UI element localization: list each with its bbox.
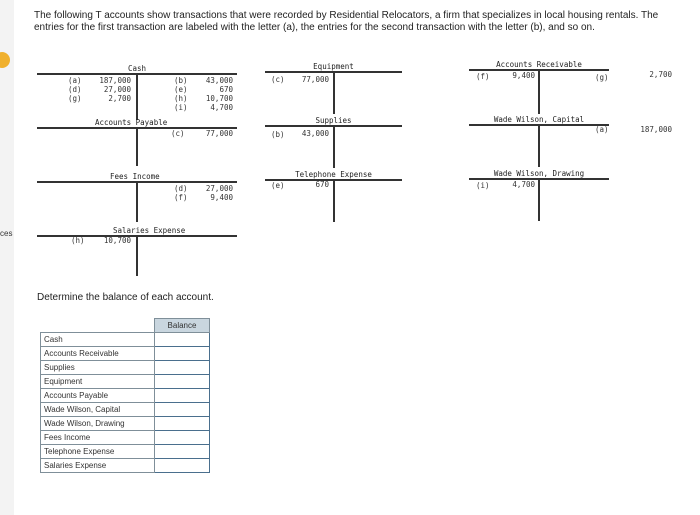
credit-label: (d) <box>174 184 188 193</box>
balance-cell <box>155 431 210 445</box>
balance-column-header: Balance <box>155 319 210 333</box>
balance-row <box>41 347 210 361</box>
balance-input[interactable] <box>155 446 209 457</box>
credit-amount: 670 <box>219 85 233 94</box>
account-name: Supplies <box>41 361 155 375</box>
account-name: Salaries Expense <box>41 459 155 473</box>
credit-label: (a) <box>595 125 609 134</box>
t-account-drawing <box>469 169 609 221</box>
balance-input[interactable] <box>155 404 209 415</box>
credit-amount: 9,400 <box>210 193 233 202</box>
account-name: Wade Wilson, Capital <box>41 403 155 417</box>
t-account-salaries-expense <box>37 226 237 276</box>
credit-label: (c) <box>171 129 185 138</box>
t-account-vline <box>538 178 540 221</box>
t-account-title: Cash <box>127 64 147 73</box>
t-account-capital <box>469 115 609 167</box>
t-account-vline <box>136 181 138 222</box>
debit-label: (e) <box>271 181 285 190</box>
debit-label: (g) <box>68 94 82 103</box>
balance-input[interactable] <box>155 390 209 401</box>
balance-cell <box>155 403 210 417</box>
account-name: Accounts Receivable <box>41 347 155 361</box>
debit-label: (a) <box>68 76 82 85</box>
credit-amount: 43,000 <box>205 76 233 85</box>
debit-amount: 4,700 <box>512 180 535 189</box>
debit-label: (d) <box>68 85 82 94</box>
debit-amount: 43,000 <box>301 129 329 138</box>
t-account-vline <box>136 235 138 276</box>
t-account-title: Supplies <box>315 116 352 125</box>
credit-amount: 77,000 <box>205 129 233 138</box>
t-account-accounts-receivable <box>469 60 609 114</box>
balance-cell <box>155 347 210 361</box>
balance-row <box>41 333 210 347</box>
balance-input[interactable] <box>155 432 209 443</box>
t-account-vline <box>538 69 540 114</box>
account-name: Accounts Payable <box>41 389 155 403</box>
credit-label: (e) <box>174 85 188 94</box>
t-account-title: Accounts Receivable <box>496 60 582 69</box>
t-account-title: Telephone Expense <box>295 170 372 179</box>
t-account-title: Accounts Payable <box>95 118 168 127</box>
debit-label: (b) <box>271 130 285 139</box>
question-intro: The following T accounts show transactions that were recorded by Residential Relocators, a firm that specializes in local housing rentals. The entries for the first transaction are labeled with the letter (a), the entries for the second transaction with the letter (b), and so on. <box>34 10 659 33</box>
debit-label: (h) <box>71 236 85 245</box>
balance-row <box>41 445 210 459</box>
credit-label: (f) <box>174 193 188 202</box>
balance-cell <box>155 361 210 375</box>
t-account-cash <box>37 64 237 120</box>
debit-label: (f) <box>476 72 490 81</box>
t-account-title: Wade Wilson, Capital <box>493 115 585 124</box>
balance-cell <box>155 459 210 473</box>
t-account-title: Wade Wilson, Drawing <box>493 169 585 178</box>
debit-amount: 27,000 <box>103 85 131 94</box>
credit-amount: 2,700 <box>649 70 672 79</box>
balance-input[interactable] <box>155 460 209 471</box>
balance-row <box>41 403 210 417</box>
balance-table-header-row <box>41 319 210 333</box>
debit-amount: 10,700 <box>103 236 131 245</box>
t-account-equipment <box>265 62 402 114</box>
account-name: Cash <box>41 333 155 347</box>
balance-row <box>41 389 210 403</box>
t-account-title: Salaries Expense <box>113 226 186 235</box>
credit-label: (g) <box>595 73 609 82</box>
t-account-vline <box>333 179 335 222</box>
t-account-telephone-expense <box>265 170 402 222</box>
balance-row <box>41 431 210 445</box>
credit-amount: 10,700 <box>205 94 233 103</box>
debit-amount: 670 <box>315 180 329 189</box>
t-account-title: Fees Income <box>110 172 160 181</box>
determine-instruction: Determine the balance of each account. <box>37 292 214 303</box>
t-account-vline <box>136 73 138 120</box>
left-sidebar-label: ces <box>0 229 13 238</box>
balance-row <box>41 459 210 473</box>
account-name: Equipment <box>41 375 155 389</box>
debit-amount: 9,400 <box>512 71 535 80</box>
status-dot-icon <box>0 52 10 68</box>
balance-input[interactable] <box>155 348 209 359</box>
t-account-accounts-payable <box>37 118 237 166</box>
balance-cell <box>155 333 210 347</box>
credit-amount: 187,000 <box>640 125 672 134</box>
t-account-vline <box>333 125 335 168</box>
t-account-supplies <box>265 116 402 168</box>
balance-cell <box>155 375 210 389</box>
balance-input[interactable] <box>155 334 209 345</box>
balance-table <box>40 318 210 473</box>
balance-row <box>41 361 210 375</box>
credit-amount: 27,000 <box>205 184 233 193</box>
t-account-vline <box>333 71 335 114</box>
credit-label: (b) <box>174 76 188 85</box>
header-spacer <box>41 319 155 333</box>
balance-input[interactable] <box>155 376 209 387</box>
t-account-fees-income <box>37 172 237 222</box>
balance-cell <box>155 417 210 431</box>
balance-input[interactable] <box>155 362 209 373</box>
debit-label: (c) <box>271 75 285 84</box>
debit-amount: 2,700 <box>108 94 131 103</box>
credit-label: (h) <box>174 94 188 103</box>
debit-amount: 77,000 <box>301 75 329 84</box>
account-name: Fees Income <box>41 431 155 445</box>
balance-cell <box>155 445 210 459</box>
t-account-vline <box>136 127 138 166</box>
balance-cell <box>155 389 210 403</box>
left-sidebar <box>0 0 14 515</box>
debit-label: (i) <box>476 181 490 190</box>
credit-amount: 4,700 <box>210 103 233 112</box>
account-name: Wade Wilson, Drawing <box>41 417 155 431</box>
debit-amount: 187,000 <box>99 76 131 85</box>
credit-label: (i) <box>174 103 188 112</box>
balance-input[interactable] <box>155 418 209 429</box>
t-account-title: Equipment <box>313 62 354 71</box>
balance-row <box>41 417 210 431</box>
t-account-vline <box>538 124 540 167</box>
balance-row <box>41 375 210 389</box>
account-name: Telephone Expense <box>41 445 155 459</box>
